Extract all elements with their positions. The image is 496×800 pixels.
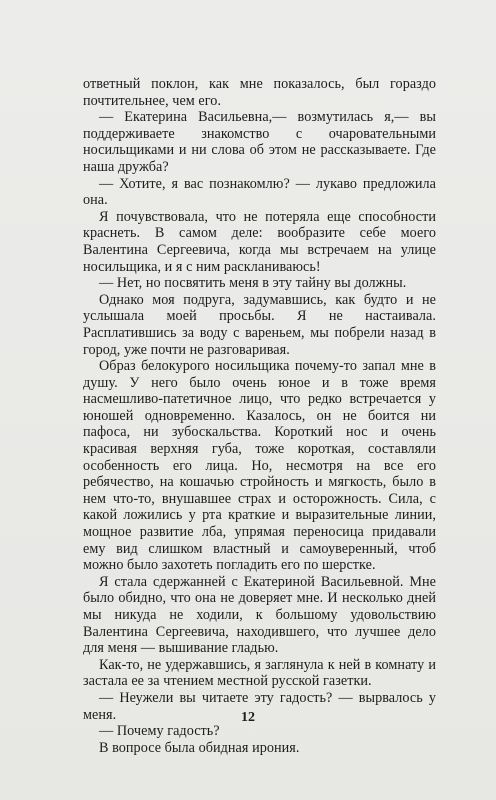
paragraph-11: — Почему гадость? <box>99 723 220 740</box>
paragraph-5: — Нет, но посвятить меня в эту тайну вы должны. <box>99 275 407 292</box>
body-text <box>83 76 436 756</box>
paragraph-8: Я стала сдержанней с Екатериной Васильевной. Мне было обидно, что она не доверяет мне. И несколько дней мы никуда не ходили, к большому удовольствию Валентина Сергеевича, находившего, что лучшее дело для меня — вышивание гладью. <box>83 573 436 657</box>
paragraph-7: Образ белокурого носильщика почему-то запал мне в душу. У него было очень юное и в тоже время насмешливо-патетичное лицо, что редко встречается у юношей одновременно. Казалось, он не боится ни пафоса, ни зубоскальства. Короткий нос и очень красивая верхняя губа, тоже короткая, составляли особенность его лица. Но, несмотря на все его ребячество, на кошачью стройность и мягкость, было в нем что-то, внушавшее страх и осторожность. Сила, с какой ложились у рта краткие и выразительные линии, мощное развитие лба, упрямая переносица придавали ему вид слишком властный и самоуверенный, чтоб можно было захотеть погладить его по шерстке. <box>83 358 436 574</box>
paragraph-12: В вопросе была обидная ирония. <box>99 739 300 756</box>
paragraph-1: ответный поклон, как мне показалось, был гораздо почтительнее, чем его. <box>83 76 436 109</box>
paragraph-6: Однако моя подруга, задумавшись, как будто и не услышала моей просьбы. Я не настаивала. Расплатившись за воду с вареньем, мы побрели назад в город, уже почти не разговаривая. <box>83 291 436 358</box>
paragraph-4: Я почувствовала, что не потеряла еще способности краснеть. В самом деле: вообразите себе моего Валентина Сергеевича, когда мы встречаем на улице носильщика, и я с ним раскланиваюсь! <box>83 208 436 275</box>
page-number: 12 <box>241 710 255 725</box>
paragraph-3: — Хотите, я вас познакомлю? — лукаво предложила она. <box>83 175 436 209</box>
paragraph-10: — Неужели вы читаете эту гадость? — вырвалось у меня. <box>83 689 436 723</box>
paragraph-9: Как-то, не удержавшись, я заглянула к ней в комнату и застала ее за чтением местной русской газетки. <box>83 656 436 690</box>
paragraph-2: — Екатерина Васильевна,— возмутилась я,— вы поддерживаете знакомство с очаровательными носильщиками и ни слова об этом не рассказываете. Где наша дружба? <box>83 109 436 175</box>
